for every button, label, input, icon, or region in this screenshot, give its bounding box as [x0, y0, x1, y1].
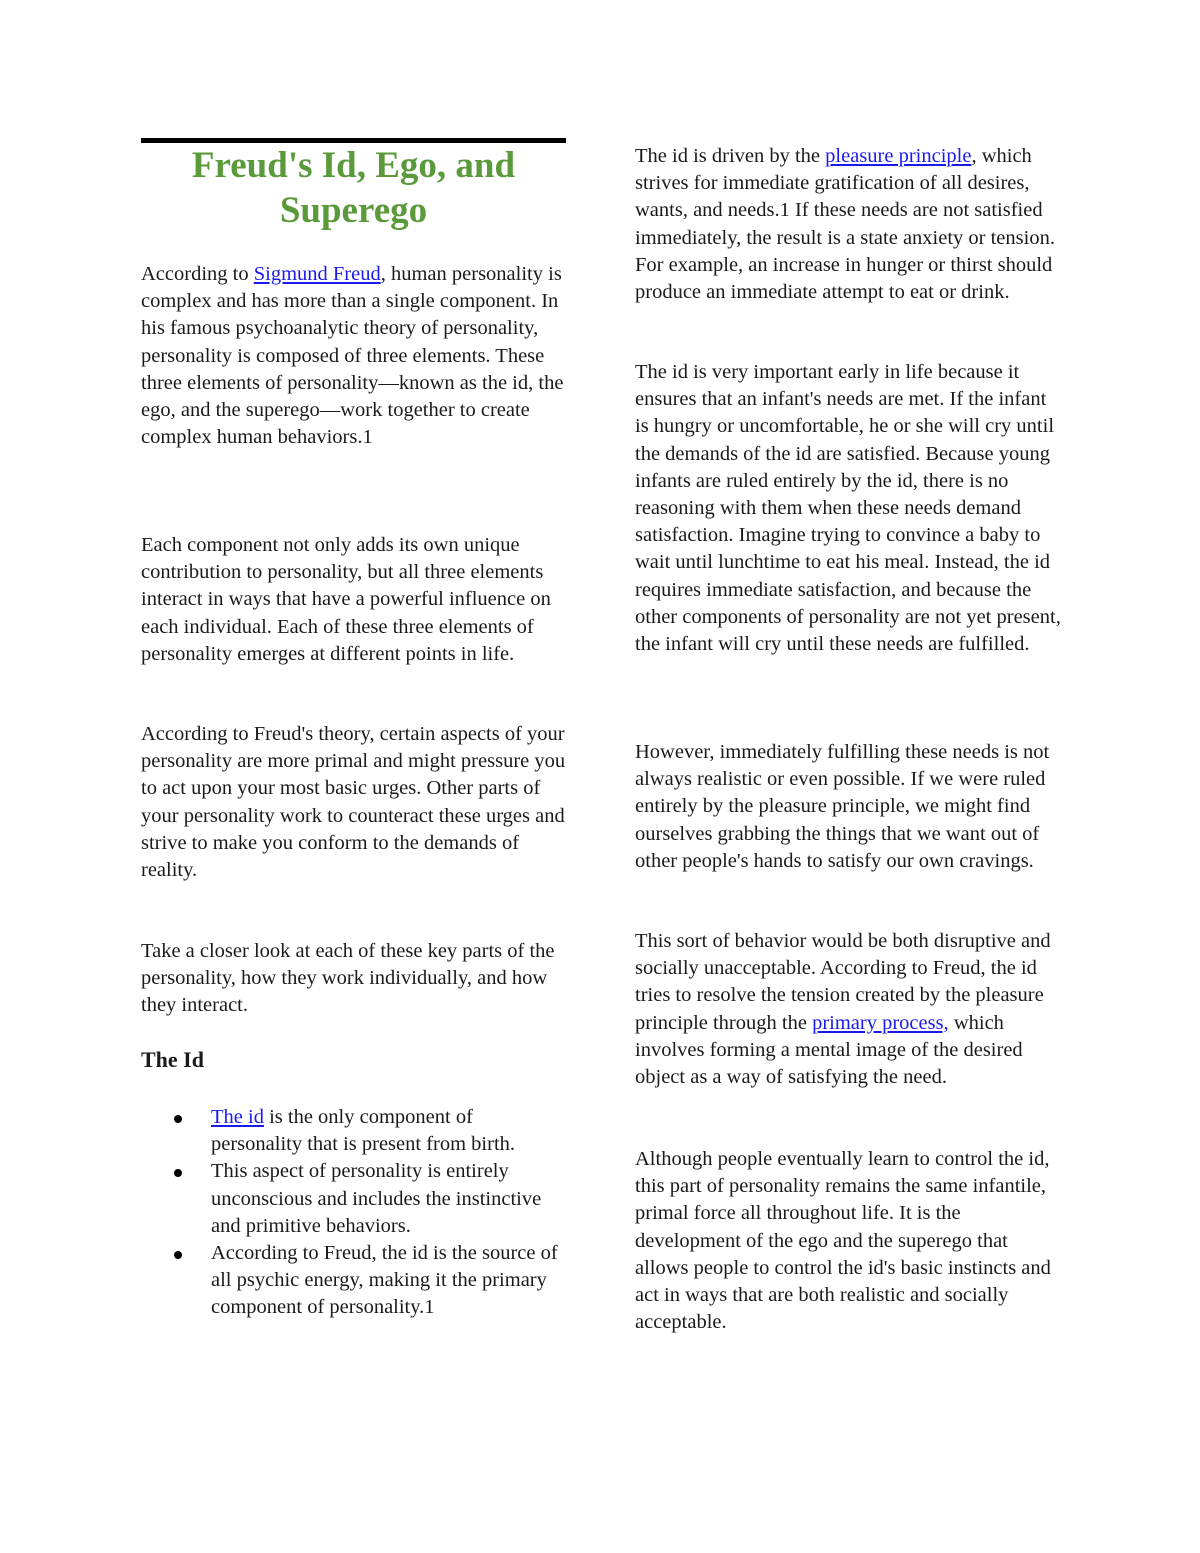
left-p1-text-b: , human personality is complex and has more than a single component. In his famous psychoanalytic theory of personality, personality is composed of three elements. These three elements of personality—known as the id, the ego, and the superego—work together to create complex human behaviors.1: [141, 263, 564, 449]
page-title: [141, 143, 566, 233]
list-item: [141, 1104, 566, 1158]
right-p4-text-b: which involves forming a mental image of the desired object as a way of satisfying the need.: [635, 1011, 1023, 1089]
right-paragraph-4: [635, 928, 1065, 1091]
list-item: [141, 1240, 566, 1322]
right-p1-text-a: The id is driven by the: [635, 145, 826, 167]
right-p1-text-b: , which strives for immediate gratification of all desires, wants, and needs.1 If these needs are not satisfied immediately, the result is a state anxiety or tension. For example, an increase in hunger or thirst should produce an immediate attempt to eat or drink.: [635, 145, 1055, 304]
id-bullet-list: [141, 1104, 566, 1322]
bullet-icon: [174, 1251, 182, 1259]
left-paragraph-1: [141, 261, 566, 451]
section-heading-the-id: The Id: [141, 1047, 204, 1072]
pleasure-principle-link[interactable]: pleasure principle: [825, 145, 972, 167]
title-line-2: Superego: [279, 190, 428, 231]
bullet2-text: This aspect of personality is entirely unconscious and includes the instinctive and primitive behaviors.: [211, 1160, 542, 1237]
bullet-icon: [174, 1115, 182, 1123]
title-line-1: Freud's Id, Ego, and: [191, 145, 516, 186]
left-paragraph-2: Each component not only adds its own unique contribution to personality, but all three elements interact in ways that have a powerful influence on each individual. Each of these three elements of personality emerges at different points in life.: [141, 534, 551, 665]
left-p1-text-a: According to: [141, 263, 254, 285]
right-paragraph-5: Although people eventually learn to control the id, this part of personality remains the same infantile, primal force all throughout life. It is the development of the ego and the superego that allows people to control the id's basic instincts and act in ways that are both realistic and socially acceptable.: [635, 1148, 1051, 1334]
right-paragraph-3: However, immediately fulfilling these needs is not always realistic or even possible. If we were ruled entirely by the pleasure principle, we might find ourselves grabbing the things that we want out of other people's hands to satisfy our own cravings.: [635, 741, 1050, 872]
the-id-link[interactable]: The id: [211, 1106, 264, 1128]
list-item: [141, 1158, 566, 1240]
right-paragraph-2: The id is very important early in life because it ensures that an infant's needs are met. If the infant is hungry or uncomfortable, he or she will cry until the demands of the id are satisfied. Because young infants are ruled entirely by the id, there is no reasoning with them when these needs demand satisfaction. Imagine trying to convince a baby to wait until lunchtime to eat his meal. Instead, the id requires immediate satisfaction, and because the other components of personality are not yet present, the infant will cry until these needs are fulfilled.: [635, 361, 1061, 656]
bullet-icon: [174, 1169, 182, 1177]
bullet1-text: is the only component of personality that is present from birth.: [211, 1106, 516, 1156]
left-paragraph-3: According to Freud's theory, certain aspects of your personality are more primal and might pressure you to act upon your most basic urges. Other parts of your personality work to counteract these urges and strive to make you conform to the demands of reality.: [141, 723, 566, 882]
right-paragraph-1: [635, 143, 1065, 306]
right-p4-text-a: This sort of behavior would be both disruptive and socially unacceptable. According to Freud, the id tries to resolve the tension created by the pleasure principle through the: [635, 930, 1051, 1034]
left-paragraph-4: Take a closer look at each of these key parts of the personality, how they work individually, and how they interact.: [141, 940, 555, 1017]
bullet3-text: According to Freud, the id is the source of all psychic energy, making it the primary component of personality.1: [211, 1242, 558, 1319]
primary-process-link[interactable]: primary process,: [812, 1011, 949, 1034]
sigmund-freud-link[interactable]: Sigmund Freud: [253, 263, 381, 285]
